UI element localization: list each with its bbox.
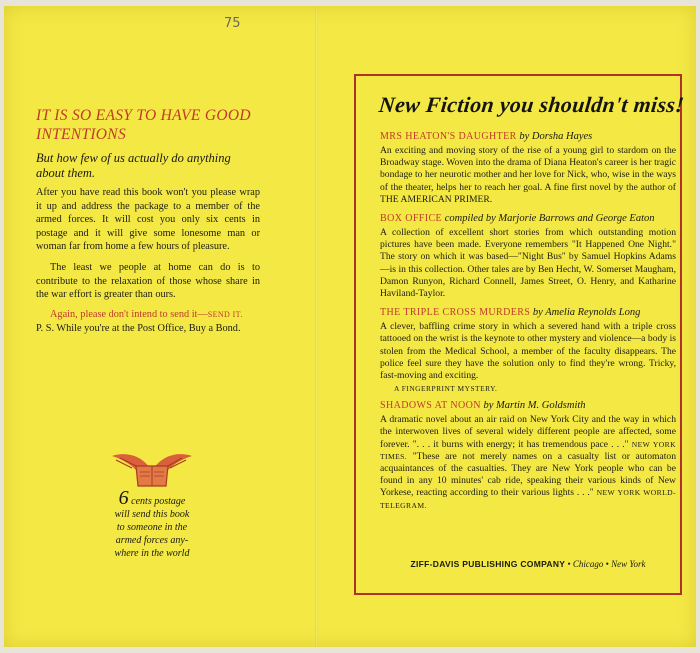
- book-list: [380, 130, 676, 518]
- book-author: by Dorsha Hayes: [519, 131, 593, 142]
- book-entry: [380, 212, 676, 300]
- again-text: Again, please don't intend to send it—: [50, 308, 208, 320]
- publisher-line: ZIFF-DAVIS PUBLISHING COMPANY • Chicago • New York: [410, 559, 646, 569]
- book-author: by Amelia Reynolds Long: [532, 307, 641, 319]
- again-caps: SEND IT.: [207, 309, 243, 319]
- book-description: A clever, baffling crime story in which a severed hand with a triple cross tattooed on the wrist is the keynote to other mystery and violence—a body is stolen from the Medical School, a member of the faculty disappears. The police feel sure they have the solution only to find they're wrong. Tricky, fast-moving and exciting.: [380, 321, 676, 382]
- book-entry: [380, 306, 676, 393]
- book-entry: [380, 399, 676, 512]
- jacket-fold: [315, 6, 318, 647]
- flap-ps: P. S. While you're at the Post Office, Buy a Bond.: [36, 322, 241, 334]
- flap-subheading: But how few of us actually do anything about them.: [36, 151, 231, 180]
- pencil-note: 75: [224, 16, 241, 31]
- book-description: [380, 414, 676, 512]
- fiction-panel: [354, 74, 686, 595]
- book-source-b: NEW YORK WORLD-TELEGRAM.: [380, 488, 676, 510]
- book-description-a: A dramatic novel about an air raid on New York City and the way in which the interwoven lives of several widely different people are affected, some forever. ". . . it burns with energy; it has tremendous pace . . .": [380, 414, 676, 450]
- book-author: compiled by Marjorie Barrows and George Eaton: [444, 213, 655, 225]
- book-entry: [380, 130, 676, 206]
- book-jacket: [4, 6, 696, 647]
- book-heading: [380, 212, 676, 225]
- book-description-text: An exciting and moving story of the rise of a young girl to stardom on the Broadway stage. Woven into the drama of Diana Heaton's career is her tragic bondage to her neurotic mother and her love for Nick, who, wise in the ways of the theater, helps her to reach her goal. A fine first novel by the author of: [380, 145, 676, 193]
- postage-line-5: where in the world: [114, 548, 190, 559]
- book-note: A FINGERPRINT MYSTERY.: [394, 384, 498, 394]
- flap-paragraph-1: After you have read this book won't you please wrap it up and address the package to a member of the armed forces. It will cost you only six cents in postage and it will give some lonesome man or woman far from home a few hours of pleasure.: [36, 187, 260, 253]
- winged-book-icon: [110, 446, 194, 490]
- flap-heading: IT IS SO EASY TO HAVE GOOD INTENTIONS: [36, 107, 251, 143]
- postage-line-3: to someone in the: [116, 522, 188, 533]
- book-description-b: "These are not merely names on a casualty list or automaton acquaintances of the casualties. They are New York people who can be found in any 10 minutes' cab ride, speaking their various kinds of New Yorkese, reacting according to their various lights . . .": [380, 450, 676, 499]
- postage-line-4: armed forces any-: [115, 535, 189, 546]
- book-description-caps: THE AMERICAN PRIMER.: [380, 193, 493, 205]
- book-description: A collection of excellent short stories from which outstanding motion pictures have been made. Everyone remembers "It Happened One Night." The story on which it was based—"Night Bus" by Samuel Hopkins Adams—is in this collection. Other tales are by Ben Hecht, W. Somerset Maugham, Damon Runyon, Richard Connell, James Street, O. Henry, and Katharine Haviland-Taylor.: [380, 227, 676, 300]
- book-title: SHADOWS AT NOON: [380, 400, 481, 412]
- book-description: [380, 145, 676, 206]
- book-title: MRS HEATON'S DAUGHTER: [380, 131, 517, 142]
- postage-line-2: will send this book: [114, 509, 190, 520]
- postage-notice: [102, 446, 202, 560]
- publisher-cities: Chicago • New York: [572, 559, 646, 569]
- publisher-name: ZIFF-DAVIS PUBLISHING COMPANY: [410, 559, 566, 569]
- panel-title: New Fiction you shouldn't miss!: [377, 92, 686, 117]
- book-heading: [380, 306, 676, 319]
- postage-text: [102, 487, 202, 560]
- left-flap: [36, 106, 260, 334]
- book-heading: [380, 130, 676, 143]
- postage-line-1: cents postage: [131, 496, 186, 507]
- book-source-a: NEW YORK TIMES.: [380, 439, 676, 461]
- book-heading: [380, 399, 676, 412]
- book-title: BOX OFFICE: [380, 213, 443, 225]
- flap-again-line: [36, 309, 260, 320]
- postage-number: 6: [118, 487, 129, 509]
- flap-paragraph-2: The least we people at home can do is to contribute to the relaxation of those whose share in the war effort is greater than ours.: [36, 261, 260, 301]
- book-title: THE TRIPLE CROSS MURDERS: [380, 307, 531, 319]
- book-author: by Martin M. Goldsmith: [483, 400, 586, 412]
